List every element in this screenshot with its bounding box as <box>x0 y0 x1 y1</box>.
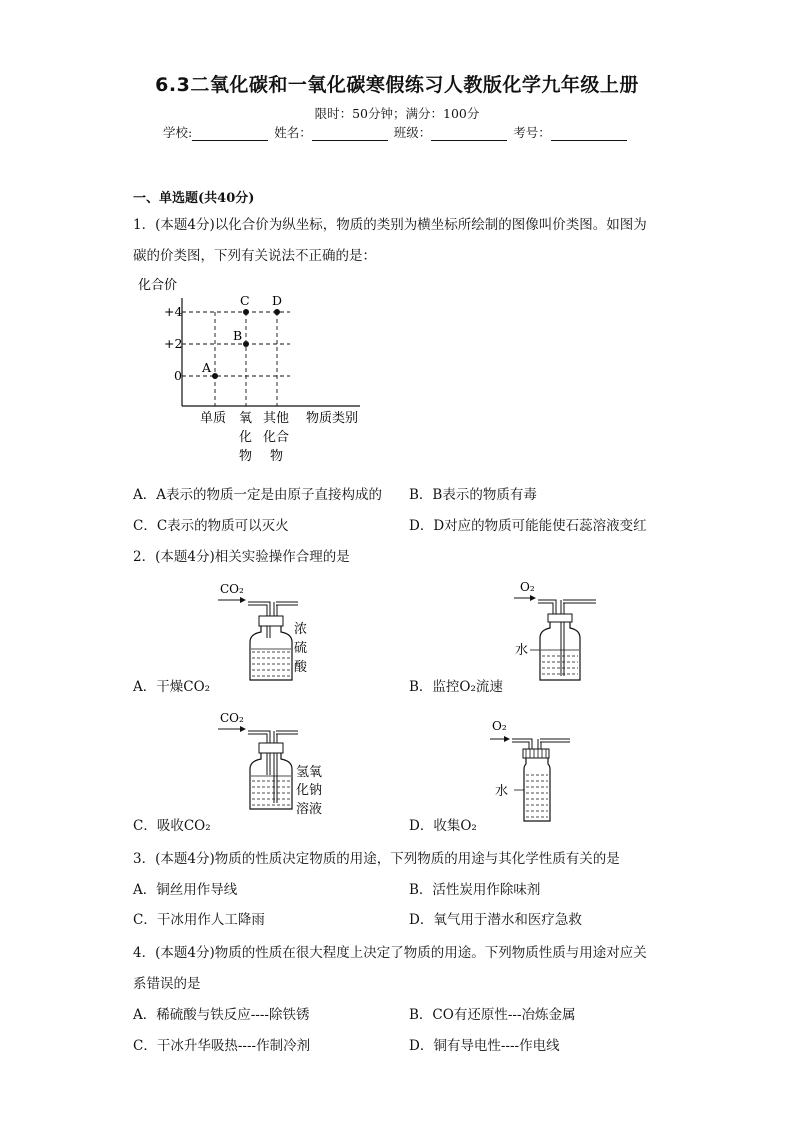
q1-stem-line2: 碳的价类图，下列有关说法不正确的是： <box>133 248 376 264</box>
fig-c-outlet-tube <box>274 731 298 803</box>
point-a-label: A <box>202 360 212 375</box>
page-title: 6.3二氧化碳和一氧化碳寒假练习人教版化学九年级上册 <box>155 74 639 96</box>
q2-option-b[interactable]: B．监控O₂流速 <box>409 679 503 695</box>
fig-a-bottle <box>250 626 292 680</box>
class-label: 班级： <box>393 125 432 140</box>
fig-b-arrow-head <box>530 595 536 601</box>
xcat-elemental: 单质 <box>200 411 227 426</box>
exam-number-label: 考号： <box>513 125 551 140</box>
q1-option-b[interactable]: B．B表示的物质有毒 <box>409 487 537 503</box>
xcat-other-1: 其他 <box>263 411 290 426</box>
fig-b-inlet-tube <box>538 600 556 614</box>
fig-b-liquid-label: 水 <box>515 643 529 658</box>
chart-ylabel: 化合价 <box>138 278 178 293</box>
fig-c-gas-label: CO₂ <box>220 711 244 725</box>
fig-b-stopper <box>548 614 572 622</box>
fig-d-arrow-head <box>504 736 510 742</box>
q2-option-a[interactable]: A．干燥CO₂ <box>133 679 211 695</box>
q4-option-a[interactable]: A．稀硫酸与铁反应----除铁锈 <box>133 1007 310 1023</box>
fig-c-liquid-3: 溶液 <box>296 802 323 817</box>
fig-a-arrow-head <box>240 597 246 603</box>
figure-a-gas-washing-bottle <box>214 576 334 686</box>
school-label: 学校: <box>163 125 193 140</box>
fig-a-gas-label: CO₂ <box>220 582 244 596</box>
fig-c-liquid-1: 氢氧 <box>296 765 323 780</box>
ytick-plus2: +2 <box>164 336 183 351</box>
xcat-oxide-1: 氧 <box>239 411 253 426</box>
figure-d-collection-bottle <box>490 713 600 828</box>
fig-d-liquid-label: 水 <box>495 784 509 799</box>
q4-stem-line1: 4．(本题4分)物质的性质在很大程度上决定了物质的用途。下列物质性质与用途对应关 <box>133 945 647 961</box>
q1-stem-line1: 1．(本题4分)以化合价为纵坐标，物质的类别为横坐标所绘制的图像叫价类图。如图为 <box>133 217 647 233</box>
fig-c-liquid-2: 化钠 <box>296 783 323 798</box>
q4-option-c[interactable]: C．干冰升华吸热----作制冷剂 <box>133 1038 311 1054</box>
q3-option-a[interactable]: A．铜丝用作导线 <box>133 882 238 898</box>
q2-option-c[interactable]: C．吸收CO₂ <box>133 818 211 834</box>
q1-option-c[interactable]: C．C表示的物质可以灭火 <box>133 518 289 534</box>
point-c <box>243 309 249 315</box>
point-b <box>243 341 249 347</box>
q3-stem: 3．(本题4分)物质的性质决定物质的用途，下列物质的用途与其化学性质有关的是 <box>133 851 620 867</box>
fig-d-gas-label: O₂ <box>492 719 507 733</box>
school-blank <box>192 127 268 141</box>
figure-b-flow-monitor <box>510 576 610 686</box>
class-blank <box>431 127 507 141</box>
xcat-other-3: 物 <box>270 449 284 464</box>
point-a <box>212 373 218 379</box>
fig-c-bottle <box>250 753 292 809</box>
time-score-info: 限时：50分钟；满分：100分 <box>314 106 480 121</box>
section-title: 一、单选题(共40分) <box>133 191 255 206</box>
q4-stem-line2: 系错误的是 <box>133 976 201 992</box>
q2-stem: 2．(本题4分)相关实验操作合理的是 <box>133 549 350 565</box>
xcat-other-2: 化合 <box>263 430 290 445</box>
fig-a-liquid-2: 硫 <box>294 641 308 656</box>
fig-d-stopper <box>523 749 549 758</box>
chart-xlabel: 物质类别 <box>306 411 359 426</box>
q3-option-b[interactable]: B．活性炭用作除味剂 <box>409 882 541 898</box>
fig-b-gas-label: O₂ <box>520 580 535 594</box>
fig-c-stopper <box>259 743 283 753</box>
exam-number-blank <box>551 127 627 141</box>
q4-option-b[interactable]: B．CO有还原性---冶炼金属 <box>409 1007 576 1023</box>
name-label: 姓名： <box>274 125 312 140</box>
q3-option-d[interactable]: D．氧气用于潜水和医疗急救 <box>409 912 582 928</box>
fig-d-bottle <box>524 758 550 821</box>
q1-option-d[interactable]: D．D对应的物质可能能使石蕊溶液变红 <box>409 518 647 534</box>
point-b-label: B <box>233 328 243 343</box>
fig-c-arrow-head <box>240 726 246 732</box>
point-d <box>274 309 280 315</box>
point-d-label: D <box>272 293 283 308</box>
ytick-zero: 0 <box>174 368 182 383</box>
fig-b-bottle <box>540 622 580 680</box>
fig-a-liquid-3: 酸 <box>294 660 308 675</box>
q1-option-a[interactable]: A．A表示的物质一定是由原子直接构成的 <box>133 487 382 503</box>
xcat-oxide-2: 化 <box>239 430 253 445</box>
fig-a-liquid-1: 浓 <box>294 622 308 637</box>
fig-a-stopper <box>259 616 283 626</box>
xcat-oxide-3: 物 <box>239 449 253 464</box>
fig-b-outlet-tube <box>561 600 596 676</box>
name-blank <box>312 127 388 141</box>
figure-c-absorption-bottle <box>214 705 344 820</box>
ytick-plus4: +4 <box>164 304 183 319</box>
student-info-row <box>163 123 629 141</box>
valence-category-chart <box>130 272 380 472</box>
q3-option-c[interactable]: C．干冰用作人工降雨 <box>133 912 265 928</box>
q2-option-d[interactable]: D．收集O₂ <box>409 818 477 834</box>
point-c-label: C <box>240 293 250 308</box>
q4-option-d[interactable]: D．铜有导电性----作电线 <box>409 1038 560 1054</box>
